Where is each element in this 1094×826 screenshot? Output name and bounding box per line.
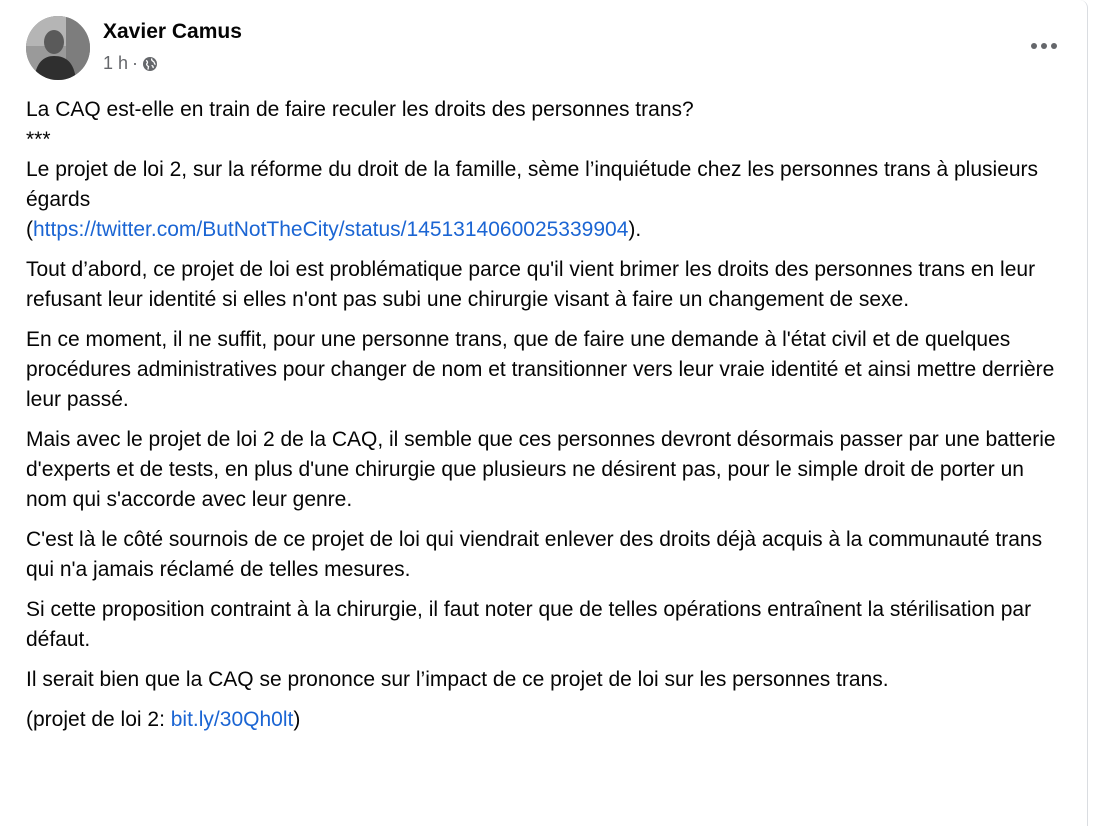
post-paragraph-3: En ce moment, il ne suffit, pour une personne trans, que de faire une demande à l'état civil et de quelques procédures administratives pour changer de nom et transitionner vers leur vraie identité et ainsi mettre derrière leur passé. (26, 328, 1055, 411)
post-paragraph-2: Tout d’abord, ce projet de loi est problématique parce qu'il vient brimer les droits des personnes trans en leur refusant leur identité si elles n'ont pas subi une chirurgie visant à faire un changement de sexe. (26, 258, 1036, 311)
meta-separator: · (132, 53, 139, 73)
post-title-line: La CAQ est-elle en train de faire reculer les droits des personnes trans? (26, 98, 694, 121)
post-timestamp[interactable]: 1 h (103, 53, 129, 73)
more-horizontal-icon (1031, 43, 1057, 49)
globe-icon[interactable] (142, 56, 158, 72)
paragraph-1-text: Le projet de loi 2, sur la réforme du droit de la famille, sème l’inquiétude chez les personnes trans à plusieurs égards (26, 158, 1039, 211)
paragraph-8-prefix: (projet de loi 2: (26, 708, 171, 731)
post-meta (103, 53, 158, 74)
post-paragraph-8 (26, 705, 1066, 735)
post-paragraph-1 (26, 155, 1066, 245)
post-header (26, 16, 1066, 80)
post-stars: *** (26, 128, 51, 151)
bitly-link[interactable]: bit.ly/30Qh0lt (170, 708, 294, 731)
post-paragraph-6: Si cette proposition contraint à la chirurgie, il faut noter que de telles opérations entraînent la stérilisation par défaut. (26, 598, 1032, 651)
post-paragraph-5: C'est là le côté sournois de ce projet de loi qui viendrait enlever des droits déjà acquis à la communauté trans qui n'a jamais réclamé de telles mesures. (26, 528, 1043, 581)
post-paragraph-7: Il serait bien que la CAQ se prononce sur l’impact de ce projet de loi sur les personnes trans. (26, 668, 889, 691)
author-avatar[interactable] (26, 16, 90, 80)
avatar-image (26, 16, 90, 80)
paragraph-8-suffix: ) (293, 708, 301, 731)
twitter-link[interactable]: https://twitter.com/ButNotTheCity/status/1451314060025339904 (33, 218, 629, 241)
author-name[interactable]: Xavier Camus (103, 20, 242, 43)
paragraph-1-open: ( (26, 218, 33, 241)
paragraph-1-close: ). (628, 218, 642, 241)
more-options-button[interactable] (1022, 28, 1066, 64)
post-paragraph-4: Mais avec le projet de loi 2 de la CAQ, il semble que ces personnes devront désormais passer par une batterie d'experts et de tests, en plus d'une chirurgie que plusieurs ne désirent pas, pour le simple droit de porter un nom qui s'accorde avec leur genre. (26, 428, 1056, 511)
post-body (26, 95, 1066, 745)
